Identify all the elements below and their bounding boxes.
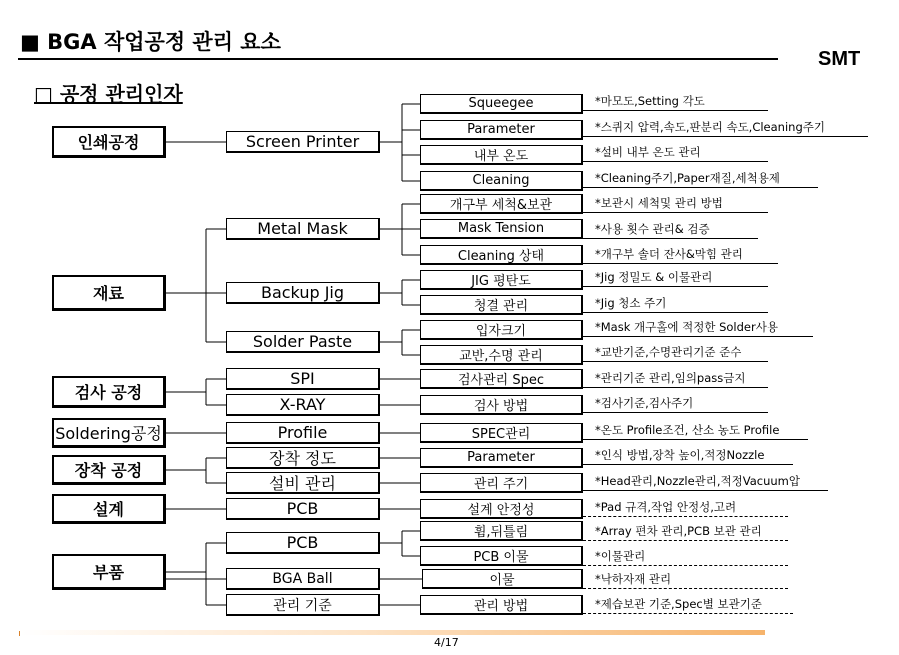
note-falling-parts: *낙하자재 관리 [583, 572, 788, 589]
category-mounting: 장착 공정 [52, 455, 166, 485]
sub-screen-printer: Screen Printer [226, 131, 380, 153]
item-pcb-foreign-matter: PCB 이물 [420, 546, 583, 566]
note-design: *Pad 규격,작업 안정성,고려 [583, 500, 788, 517]
item-management-method: 관리 방법 [420, 595, 583, 615]
category-materials: 재료 [52, 275, 166, 311]
note-squeegee: *마모도,Setting 각도 [583, 94, 768, 111]
category-soldering: Soldering공정 [52, 418, 166, 448]
item-design-stability: 설계 안정성 [420, 499, 583, 519]
sub-bga-ball: BGA Ball [226, 568, 380, 590]
item-foreign-matter: 이물 [422, 569, 583, 589]
item-parameter-mounting: Parameter [420, 448, 583, 468]
note-head-nozzle: *Head관리,Nozzle관리,적정Vacuum압 [583, 474, 828, 491]
sub-metal-mask: Metal Mask [226, 218, 380, 240]
category-components: 부품 [52, 554, 166, 590]
sub-spi: SPI [226, 368, 380, 390]
note-cleaning-condition: *개구부 솔더 잔사&막힘 관리 [583, 247, 778, 264]
item-cleanliness-management: 청결 관리 [420, 295, 583, 315]
sub-x-ray: X-RAY [226, 394, 380, 416]
note-jig-cleaning: *Jig 청소 주기 [583, 296, 768, 313]
note-particle-size: *Mask 개구홀에 적정한 Solder사용 [583, 320, 813, 337]
item-management-cycle: 관리 주기 [420, 473, 583, 493]
item-cleaning: Cleaning [420, 171, 583, 191]
note-internal-temperature: *설비 내부 온도 관리 [583, 145, 768, 162]
sub-profile: Profile [226, 422, 380, 444]
sub-placement-accuracy: 장착 정도 [226, 447, 380, 469]
note-inspection-spec: *관리기준 관리,임의pass금지 [583, 371, 768, 388]
category-inspection: 검사 공정 [52, 376, 166, 408]
item-inspection-method: 검사 방법 [420, 395, 583, 415]
note-parameter: *스퀴지 압력,속도,판분리 속도,Cleaning주기 [583, 120, 868, 137]
note-recognition: *인식 방법,장착 높이,적정Nozzle [583, 448, 793, 465]
category-printing: 인쇄공정 [52, 126, 166, 158]
sub-solder-paste: Solder Paste [226, 331, 380, 353]
item-mixing-life-management: 교반,수명 관리 [420, 345, 583, 365]
sub-equipment-management: 설비 관리 [226, 472, 380, 494]
note-profile: *온도 Profile조건, 산소 농도 Profile [583, 423, 808, 440]
item-mask-tension: Mask Tension [420, 219, 583, 239]
note-aperture-cleaning: *보관시 세척및 관리 방법 [583, 196, 768, 213]
item-cleaning-condition: Cleaning 상태 [420, 245, 583, 265]
item-particle-size: 입자크기 [420, 320, 583, 340]
note-jig-flatness: *Jig 정밀도 & 이물관리 [583, 270, 768, 287]
item-parameter: Parameter [420, 120, 583, 140]
sub-pcb-design: PCB [226, 498, 380, 520]
item-aperture-cleaning-storage: 개구부 세척&보관 [420, 194, 583, 214]
section-title: □ 공정 관리인자 [34, 82, 183, 106]
note-inspection-method: *검사기준,검사주기 [583, 396, 768, 413]
note-mask-tension: *사용 횟수 관리& 검증 [583, 222, 758, 239]
note-dehumidify: *제습보관 기준,Spec별 보관기준 [583, 597, 793, 614]
item-warpage: 휨,뒤틀림 [420, 521, 583, 541]
page-number: 4/17 [434, 636, 459, 649]
sub-management-criteria: 관리 기준 [226, 594, 380, 616]
note-warpage: *Array 편차 관리,PCB 보관 관리 [583, 524, 788, 541]
brand-label: SMT [818, 48, 861, 70]
item-squeegee: Squeegee [420, 94, 583, 114]
item-jig-flatness: JIG 평탄도 [420, 270, 583, 290]
sub-pcb-component: PCB [226, 532, 380, 554]
page-title: ■ BGA 작업공정 관리 요소 [20, 30, 281, 54]
note-mixing-life: *교반기준,수명관리기준 준수 [583, 345, 768, 362]
item-spec-management: SPEC관리 [420, 423, 583, 443]
footer-gradient-bar [20, 630, 765, 635]
category-design: 설계 [52, 494, 166, 524]
sub-backup-jig: Backup Jig [226, 282, 380, 304]
item-internal-temperature: 내부 온도 [420, 145, 583, 165]
item-inspection-spec: 검사관리 Spec [420, 369, 583, 389]
note-foreign-matter: *이물관리 [583, 549, 788, 566]
note-cleaning: *Cleaning주기,Paper재질,세척용제 [583, 171, 818, 188]
